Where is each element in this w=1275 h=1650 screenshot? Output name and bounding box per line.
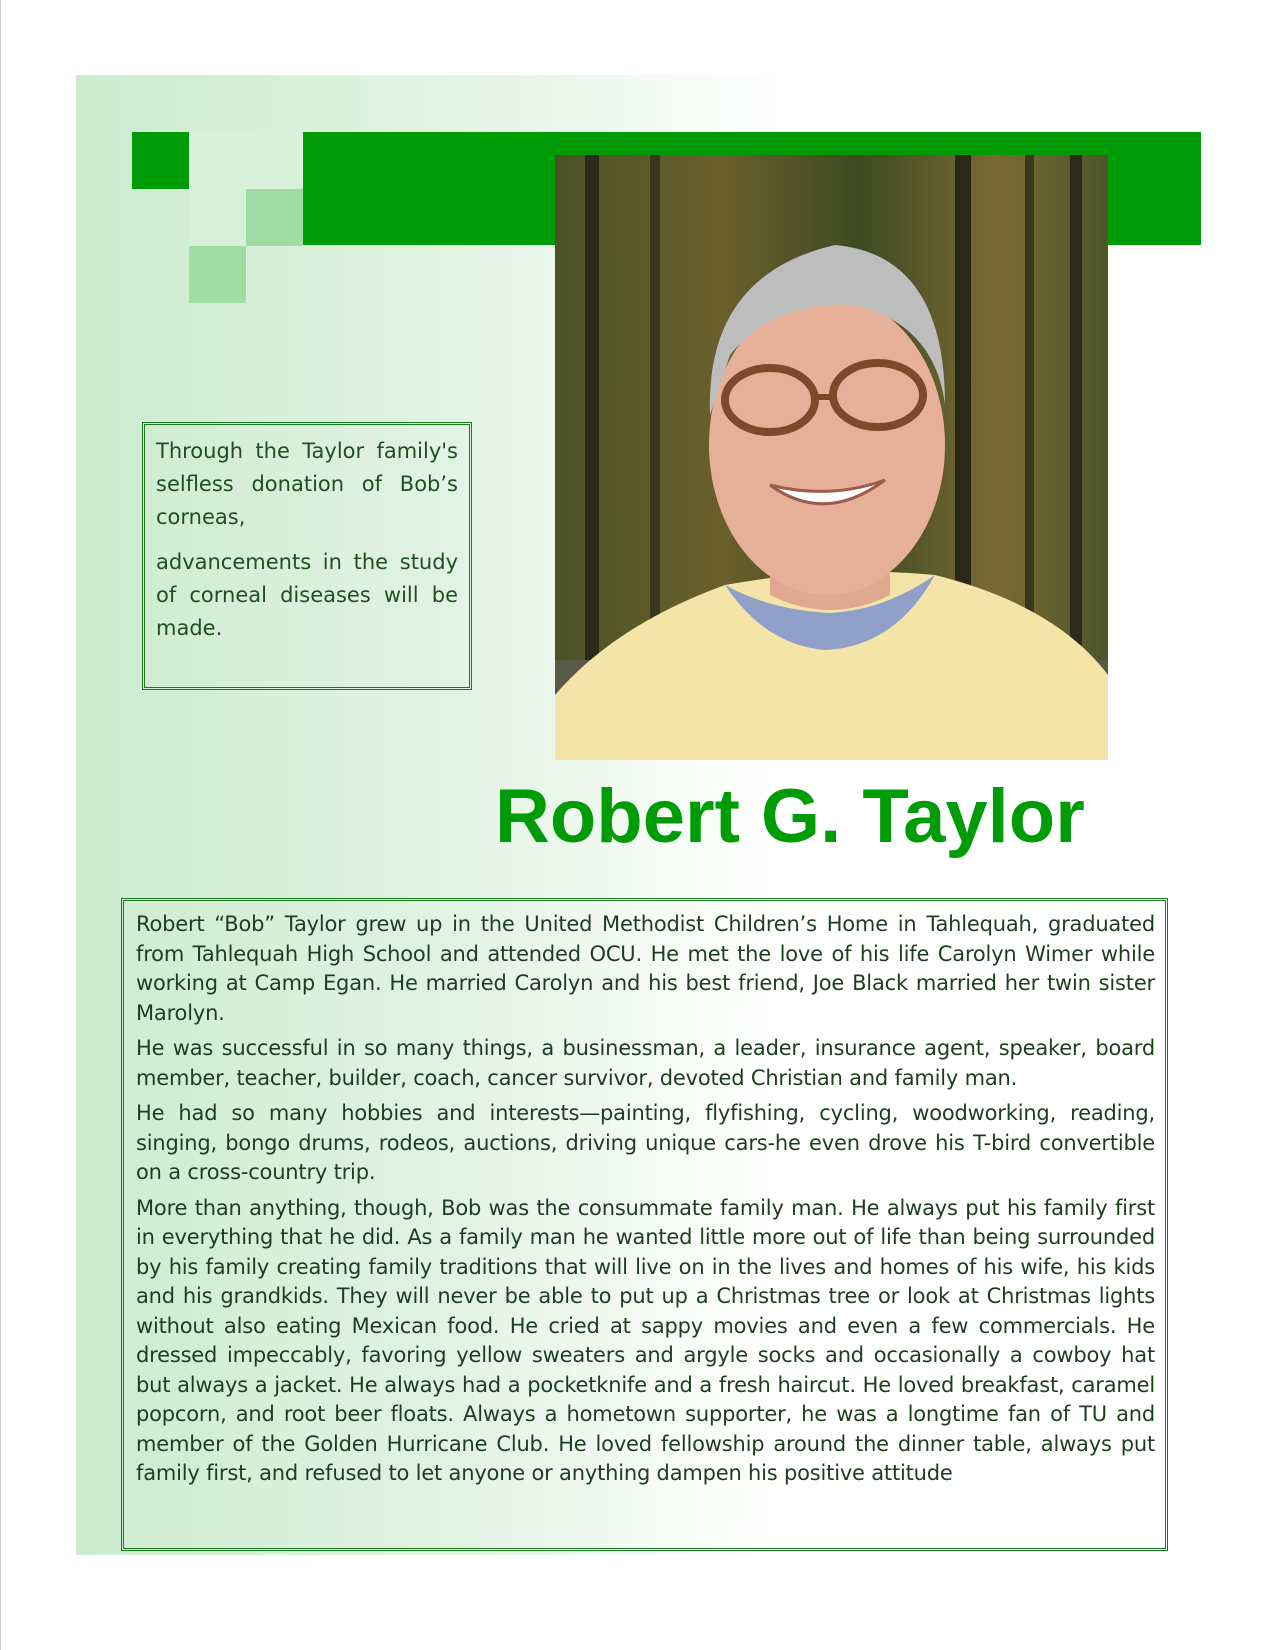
biography-paragraph-2: He was successful in so many things, a businessman, a leader, insurance agent, speaker, board member, teacher, builder, coach, cancer survivor, devoted Christian and family man. — [136, 1036, 1155, 1090]
biography-box — [121, 898, 1168, 1551]
sidebar-quote-box — [142, 422, 472, 690]
decor-square — [132, 132, 189, 189]
biography-paragraph-3: He had so many hobbies and interests—painting, flyfishing, cycling, woodworking, reading, singing, bongo drums, rodeos, auctions, driving unique cars-he even drove his T-bird convertible on a cross-country trip. — [136, 1101, 1155, 1184]
biography-paragraph-1: Robert “Bob” Taylor grew up in the United Methodist Children’s Home in Tahlequah, graduated from Tahlequah High School and attended OCU. He met the love of his life Carolyn Wimer while working at Camp Egan. He married Carolyn and his best friend, Joe Black married her twin sister Marolyn. — [136, 912, 1155, 1025]
portrait-photo — [555, 155, 1108, 760]
biography-paragraph-4: More than anything, though, Bob was the consummate family man. He always put his family first in everything that he did. As a family man he wanted little more out of life than being surrounded by his family creating family traditions that will live on in the lives and homes of his wife, his kids and his grandkids. They will never be able to put up a Christmas tree or look at Christmas lights without also eating Mexican food. He cried at sappy movies and even a few commercials. He dressed impeccably, favoring yellow sweaters and argyle socks and occasionally a cowboy hat but always a jacket. He always had a pocketknife and a fresh haircut. He loved breakfast, caramel popcorn, and root beer floats. Always a hometown supporter, he was a longtime fan of TU and member of the Golden Hurricane Club. He loved fellowship around the dinner table, always put family first, and refused to let anyone or anything dampen his positive attitude — [136, 1195, 1155, 1485]
decor-square — [303, 75, 360, 132]
page-title: Robert G. Taylor — [495, 774, 1085, 859]
decor-square — [246, 189, 303, 246]
sidebar-quote-line-1: Through the Taylor family's selfless donation of Bob’s corneas, — [156, 439, 458, 529]
decor-square — [189, 189, 246, 246]
decor-square — [189, 246, 246, 303]
background-top-fade — [76, 75, 1166, 135]
sidebar-quote-line-2: advancements in the study of corneal diseases will be made. — [156, 550, 458, 640]
page-edge — [0, 0, 1, 1650]
decor-square — [246, 132, 303, 189]
decor-square — [189, 132, 246, 189]
